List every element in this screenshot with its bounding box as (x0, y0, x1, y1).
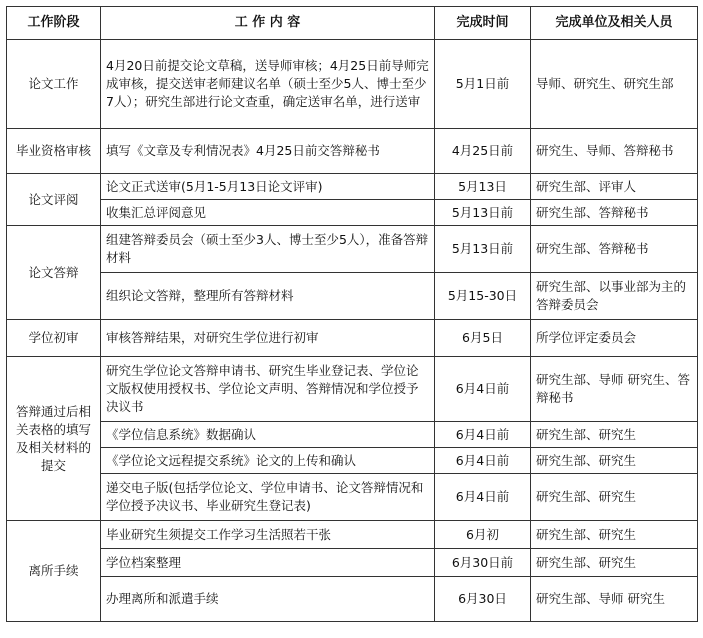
time-cell: 5月1日前 (435, 40, 531, 129)
task-cell: 《学位信息系统》数据确认 (101, 422, 435, 448)
task-cell: 《学位论文远程提交系统》论文的上传和确认 (101, 448, 435, 474)
table-row (7, 174, 698, 200)
time-cell: 6月30日前 (435, 549, 531, 577)
header-time: 完成时间 (435, 7, 531, 40)
time-cell: 6月5日 (435, 320, 531, 357)
time-cell: 6月4日前 (435, 474, 531, 521)
time-cell: 6月4日前 (435, 357, 531, 422)
table-row (7, 40, 698, 129)
who-cell: 所学位评定委员会 (531, 320, 698, 357)
time-cell: 6月初 (435, 521, 531, 549)
header-stage: 工作阶段 (7, 7, 101, 40)
time-cell: 6月4日前 (435, 422, 531, 448)
stage-cell: 学位初审 (7, 320, 101, 357)
schedule-table (6, 6, 698, 622)
task-cell: 收集汇总评阅意见 (101, 200, 435, 226)
who-cell: 研究生部、研究生 (531, 422, 698, 448)
table-row (7, 577, 698, 622)
who-cell: 研究生部、答辩秘书 (531, 226, 698, 273)
table-row (7, 200, 698, 226)
header-who: 完成单位及相关人员 (531, 7, 698, 40)
who-cell: 研究生部、研究生 (531, 474, 698, 521)
stage-cell: 论文答辩 (7, 226, 101, 320)
who-cell: 研究生部、导师 研究生 (531, 577, 698, 622)
table-row (7, 226, 698, 273)
task-cell: 审核答辩结果，对研究生学位进行初审 (101, 320, 435, 357)
who-cell: 研究生、导师、答辩秘书 (531, 129, 698, 174)
task-cell: 4月20日前提交论文草稿，送导师审核；4月25日前导师完成审核，提交送审老师建议名单（硕士至少5人、博士至少7人）；研究生部进行论文查重，确定送审名单，进行送审 (101, 40, 435, 129)
task-cell: 组建答辩委员会（硕士至少3人、博士至少5人），准备答辩材料 (101, 226, 435, 273)
who-cell: 研究生部、以事业部为主的答辩委员会 (531, 273, 698, 320)
table-row (7, 320, 698, 357)
time-cell: 4月25日前 (435, 129, 531, 174)
stage-cell: 答辩通过后相关表格的填写及相关材料的提交 (7, 357, 101, 521)
table-row (7, 273, 698, 320)
stage-cell: 离所手续 (7, 521, 101, 622)
table-row (7, 357, 698, 422)
table-row (7, 521, 698, 549)
task-cell: 组织论文答辩，整理所有答辩材料 (101, 273, 435, 320)
task-cell: 学位档案整理 (101, 549, 435, 577)
who-cell: 研究生部、答辩秘书 (531, 200, 698, 226)
who-cell: 导师、研究生、研究生部 (531, 40, 698, 129)
who-cell: 研究生部、评审人 (531, 174, 698, 200)
time-cell: 6月30日 (435, 577, 531, 622)
who-cell: 研究生部、研究生 (531, 549, 698, 577)
table-row (7, 129, 698, 174)
task-cell: 填写《文章及专利情况表》4月25日前交答辩秘书 (101, 129, 435, 174)
task-cell: 毕业研究生须提交工作学习生活照若干张 (101, 521, 435, 549)
table-row (7, 448, 698, 474)
task-cell: 递交电子版(包括学位论文、学位申请书、论文答辩情况和学位授予决议书、毕业研究生登记表) (101, 474, 435, 521)
table-row (7, 549, 698, 577)
who-cell: 研究生部、导师 研究生、答辩秘书 (531, 357, 698, 422)
time-cell: 6月4日前 (435, 448, 531, 474)
table-row (7, 474, 698, 521)
table-row (7, 422, 698, 448)
stage-cell: 论文工作 (7, 40, 101, 129)
stage-cell: 毕业资格审核 (7, 129, 101, 174)
time-cell: 5月15-30日 (435, 273, 531, 320)
header-row (7, 7, 698, 40)
task-cell: 研究生学位论文答辩申请书、研究生毕业登记表、学位论文版权使用授权书、学位论文声明、答辩情况和学位授予决议书 (101, 357, 435, 422)
who-cell: 研究生部、研究生 (531, 521, 698, 549)
task-cell: 办理离所和派遣手续 (101, 577, 435, 622)
time-cell: 5月13日 (435, 174, 531, 200)
stage-cell: 论文评阅 (7, 174, 101, 226)
time-cell: 5月13日前 (435, 200, 531, 226)
who-cell: 研究生部、研究生 (531, 448, 698, 474)
task-cell: 论文正式送审(5月1-5月13日论文评审) (101, 174, 435, 200)
header-task: 工 作 内 容 (101, 7, 435, 40)
time-cell: 5月13日前 (435, 226, 531, 273)
